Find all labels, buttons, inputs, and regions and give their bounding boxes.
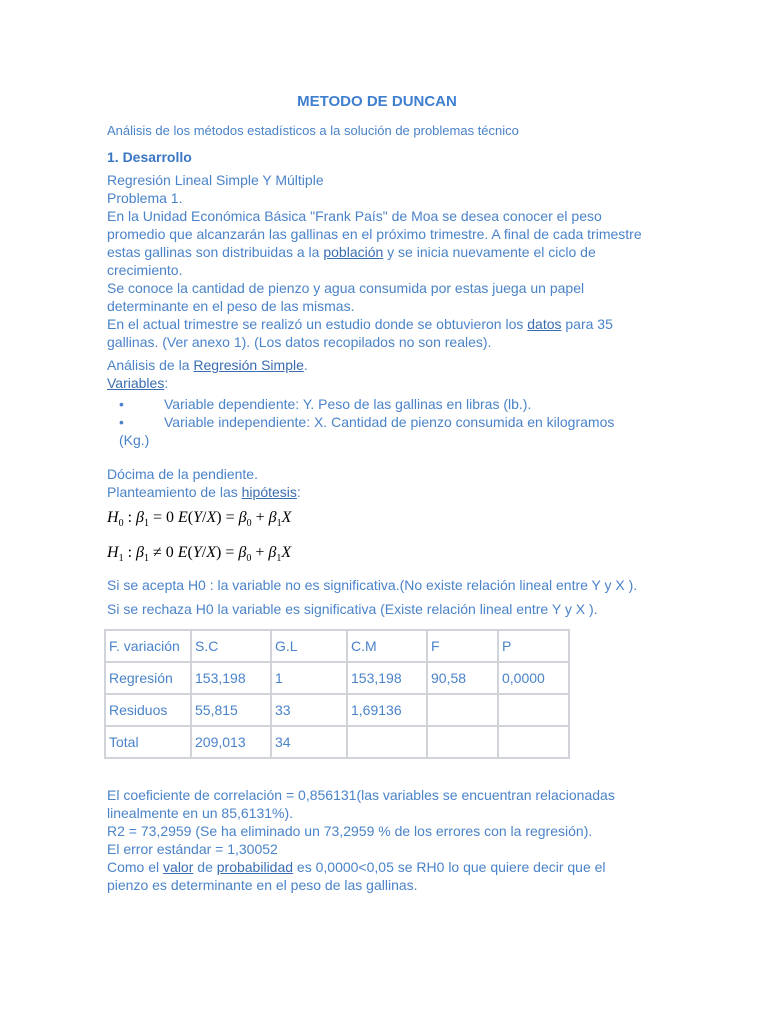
docima-line-2 — [107, 483, 647, 501]
intro-line-2: Problema 1. — [107, 190, 183, 206]
table-row — [105, 726, 569, 758]
table-cell — [427, 726, 498, 758]
list-item — [119, 413, 647, 449]
table-header-row — [105, 630, 569, 662]
para3-text-a: En el actual trimestre se realizó un estudio donde se obtuvieron los — [107, 316, 528, 332]
bullet-text-independent: Variable independiente: X. Cantidad de pienzo consumida en kilogramos (Kg.) — [119, 414, 615, 448]
hipotesis-link[interactable]: hipótesis — [241, 484, 297, 500]
poblacion-link[interactable]: población — [323, 244, 384, 260]
table-header: S.C — [191, 630, 271, 662]
table-cell: 209,013 — [191, 726, 271, 758]
bullet-icon: • — [119, 414, 124, 430]
analysis-block — [107, 356, 647, 449]
docima-block — [107, 465, 647, 501]
variables-link[interactable]: Variables — [107, 375, 165, 391]
table-row — [105, 694, 569, 726]
probabilidad-link[interactable]: probabilidad — [216, 859, 294, 876]
para1-text-a: En la Unidad Económica Básica "Frank País" de Moa se desea conocer el peso promedio que alcanzarán las gallinas en el próximo trimestre. A final de cada trimestre estas gallinas son distribuidas a la — [107, 208, 642, 260]
table-row — [105, 662, 569, 694]
variables-colon: : — [164, 375, 169, 391]
bullet-text-dependent: Variable dependiente: Y. Peso de las gallinas en libras (lb.). — [164, 396, 532, 412]
table-header: C.M — [347, 630, 427, 662]
hypothesis-formula-h0: $H_0$ : $\beta_1 = 0$ $E(Y/X) = \beta_0 + \beta_1X$ — [107, 509, 292, 530]
table-cell: 33 — [271, 694, 347, 726]
document-subtitle: Análisis de los métodos estadísticos a la solución de problemas técnico — [107, 123, 519, 138]
table-header: P — [498, 630, 569, 662]
table-header: F. variación — [105, 630, 191, 662]
anova-table — [104, 629, 570, 759]
document-page — [107, 92, 647, 894]
table-cell — [347, 726, 427, 758]
docima-text-a: Planteamiento de las — [107, 484, 242, 500]
table-cell: 90,58 — [427, 662, 498, 694]
table-cell: Residuos — [105, 694, 191, 726]
analysis-text-b: . — [303, 357, 308, 373]
r2-text: R2 = 73,2959 (Se ha eliminado un 73,2959 % de los errores con la regresión). — [107, 823, 593, 840]
intro-paragraph-1 — [107, 207, 647, 279]
table-cell: 55,815 — [191, 694, 271, 726]
para1-text-b: y se inicia nuevamente el ciclo de crecimiento. — [107, 244, 596, 278]
table-cell: 153,198 — [191, 662, 271, 694]
results-block — [107, 786, 647, 894]
section-heading: 1. Desarrollo — [107, 149, 192, 165]
intro-paragraph-3 — [107, 315, 647, 351]
table-cell: 1 — [271, 662, 347, 694]
hypothesis-formula-h1: $H_1$ : $\beta_1 \ne 0$ $E(Y/X) = \beta_0 + \beta_1X$ — [107, 544, 292, 565]
table-header: F — [427, 630, 498, 662]
docima-line-1: Dócima de la pendiente. — [107, 466, 258, 482]
variables-list — [107, 395, 647, 449]
conclusion-text — [107, 858, 647, 894]
table-cell — [427, 694, 498, 726]
table-cell: 153,198 — [347, 662, 427, 694]
analysis-line — [107, 356, 647, 374]
table-cell: Total — [105, 726, 191, 758]
reject-h0-text: Si se rechaza H0 la variable es significativa (Existe relación lineal entre Y y X ). — [107, 601, 598, 618]
conclusion-text-mid: de — [193, 859, 217, 876]
conclusion-text-b: es 0,0000<0,05 se RH0 lo que quiere decir que el pienzo es determinante en el peso de las gallinas. — [107, 859, 606, 894]
datos-link[interactable]: datos — [527, 316, 562, 332]
correlation-text: El coeficiente de correlación = 0,856131(las variables se encuentran relacionadas linealmente en un 85,6131%). — [107, 787, 615, 822]
valor-link[interactable]: valor — [163, 859, 194, 876]
list-item — [119, 395, 647, 413]
document-title: METODO DE DUNCAN — [297, 93, 457, 110]
intro-block — [107, 171, 647, 351]
hypotheses-block — [107, 576, 647, 618]
table-cell: Regresión — [105, 662, 191, 694]
para3-text-b: para 35 gallinas. (Ver anexo 1). (Los datos recopilados no son reales). — [107, 316, 613, 350]
intro-paragraph-2: Se conoce la cantidad de pienzo y agua consumida por estas juega un papel determinante en el peso de las mismas. — [107, 280, 585, 314]
analysis-text-a: Análisis de la — [107, 357, 194, 373]
regresion-simple-link[interactable]: Regresión Simple — [193, 357, 304, 373]
std-error-text: El error estándar = 1,30052 — [107, 841, 278, 858]
table-cell: 0,0000 — [498, 662, 569, 694]
bullet-icon: • — [119, 396, 124, 412]
table-header: G.L — [271, 630, 347, 662]
docima-text-b: : — [296, 484, 301, 500]
table-cell — [498, 726, 569, 758]
table-cell: 1,69136 — [347, 694, 427, 726]
table-cell: 34 — [271, 726, 347, 758]
variables-line — [107, 374, 647, 392]
conclusion-text-a: Como el — [107, 859, 164, 876]
table-cell — [498, 694, 569, 726]
intro-line-1: Regresión Lineal Simple Y Múltiple — [107, 172, 324, 188]
accept-h0-text: Si se acepta H0 : la variable no es significativa.(No existe relación lineal entre Y y X ). — [107, 577, 638, 594]
